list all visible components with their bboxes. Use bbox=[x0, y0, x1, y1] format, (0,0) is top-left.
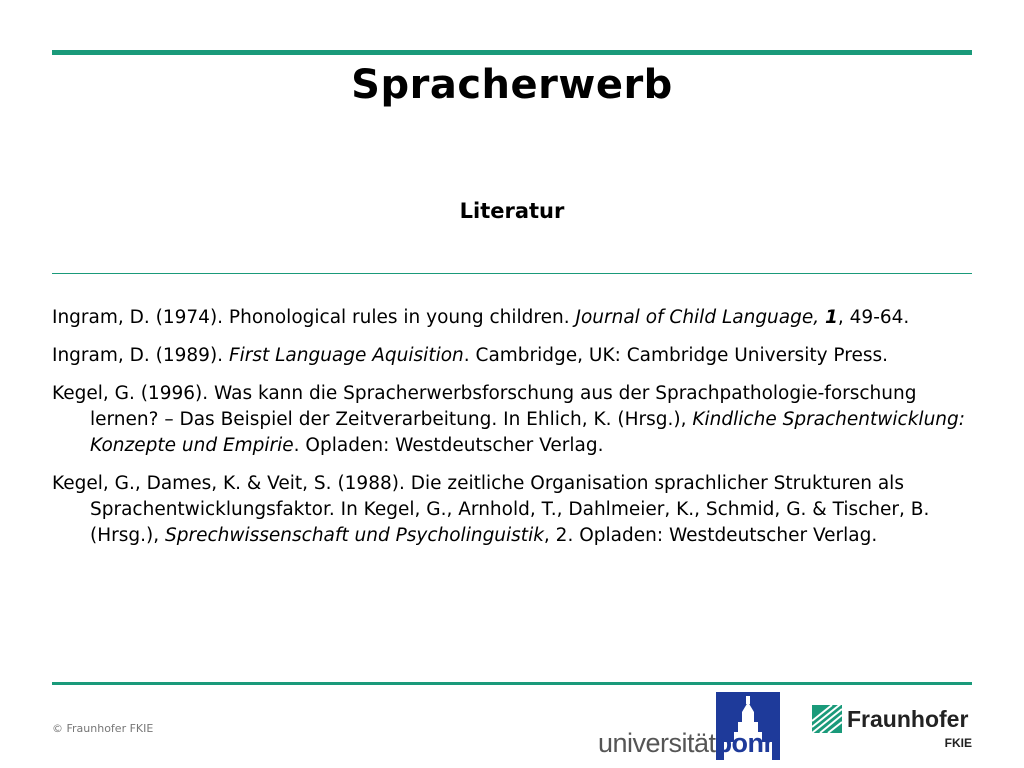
top-divider bbox=[52, 50, 972, 55]
bottom-divider bbox=[52, 682, 972, 685]
fraunhofer-logo bbox=[812, 705, 974, 760]
fraunhofer-institute: FKIE bbox=[944, 736, 972, 750]
reference-item: Kegel, G. (1996). Was kann die Spracherwerbsforschung aus der Sprachpathologie-forschung lernen? – Das Beispiel der Zeitverarbeitung. In Ehlich, K. (Hrsg.), Kindliche Sprachentwicklung: Konzepte und Empirie. Opladen: Westdeutscher Verlag. bbox=[52, 383, 965, 456]
copyright-text: © Fraunhofer FKIE bbox=[52, 722, 154, 735]
reference-item: Kegel, G., Dames, K. & Veit, S. (1988). Die zeitliche Organisation sprachlicher Strukturen als Sprachentwicklungsfaktor. In Kegel, G., Arnhold, T., Dahlmeier, K., Schmid, G. & Tischer, B. (Hrsg.), Sprechwissenschaft und Psycholinguistik, 2. Opladen: Westdeutscher Verlag. bbox=[52, 473, 930, 546]
slide-title: Spracherwerb bbox=[351, 62, 673, 108]
fraunhofer-mark-icon bbox=[812, 705, 842, 733]
reference-item: Ingram, D. (1974). Phonological rules in young children. Journal of Child Language, 1, 49-64. bbox=[52, 307, 910, 328]
reference-item: Ingram, D. (1989). First Language Aquisition. Cambridge, UK: Cambridge University Press. bbox=[52, 345, 888, 366]
bonn-logo-text: universitätbonn bbox=[598, 728, 780, 758]
middle-divider bbox=[52, 273, 972, 274]
fraunhofer-name: Fraunhofer bbox=[847, 706, 969, 732]
slide-subtitle: Literatur bbox=[459, 199, 565, 223]
university-bonn-logo bbox=[598, 692, 788, 762]
reference-list bbox=[52, 305, 977, 561]
